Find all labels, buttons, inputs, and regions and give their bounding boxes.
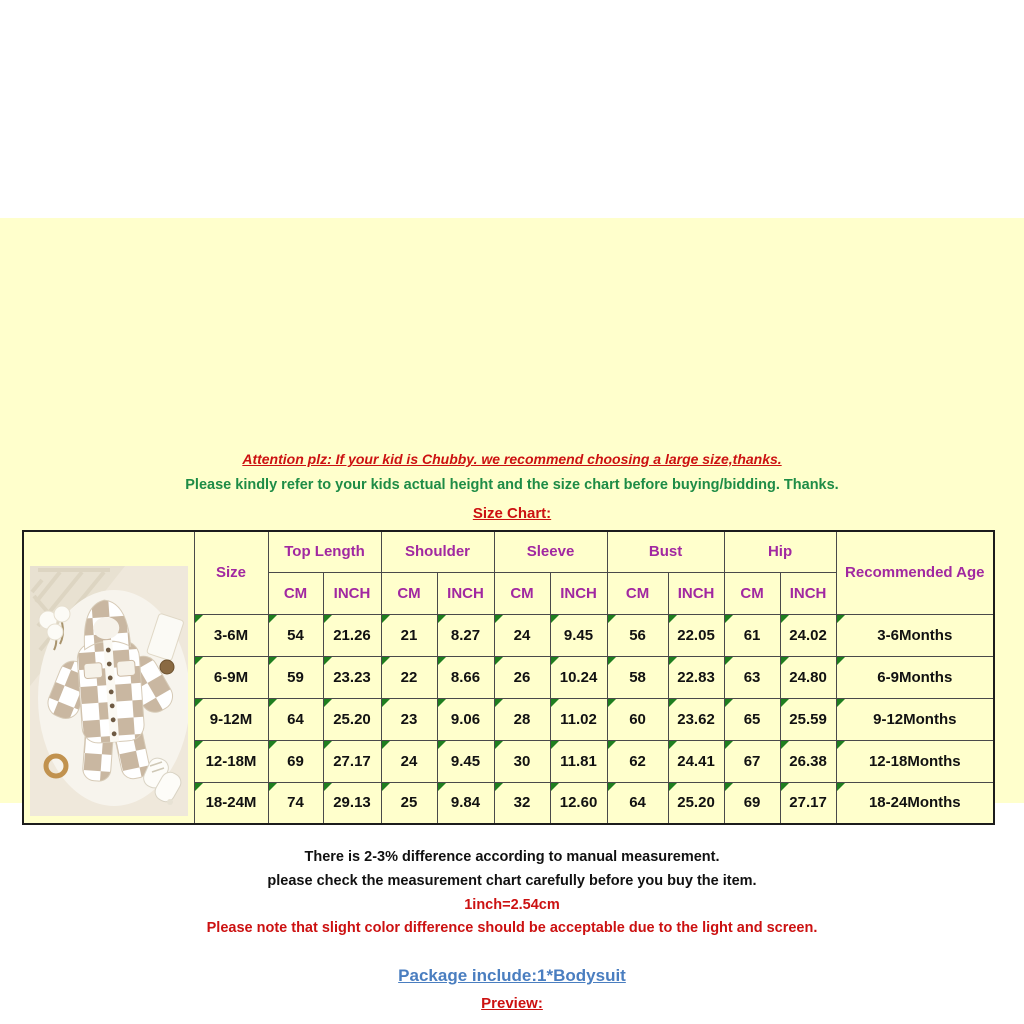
size-label: 12-18M <box>194 740 268 782</box>
column-header-sleeve: Sleeve <box>494 531 607 572</box>
bust-inch: 23.62 <box>668 698 724 740</box>
unit-header-inch: INCH <box>668 572 724 614</box>
wooden-button <box>160 660 174 674</box>
sleeve-inch: 12.60 <box>550 782 607 824</box>
top-length-inch: 23.23 <box>323 656 381 698</box>
size-label: 6-9M <box>194 656 268 698</box>
package-include-label: Package include:1*Bodysuit <box>398 966 626 985</box>
unit-header-cm: CM <box>607 572 668 614</box>
sleeve-inch: 11.81 <box>550 740 607 782</box>
bust-inch: 24.41 <box>668 740 724 782</box>
top-length-cm: 59 <box>268 656 323 698</box>
hip-cm: 65 <box>724 698 780 740</box>
unit-header-cm: CM <box>494 572 550 614</box>
preview-label: Preview: <box>481 995 543 1012</box>
bust-inch: 22.05 <box>668 614 724 656</box>
hip-cm: 61 <box>724 614 780 656</box>
chest-pocket-left <box>83 663 102 679</box>
size-label: 3-6M <box>194 614 268 656</box>
hip-cm: 69 <box>724 782 780 824</box>
measurement-note-2: please check the measurement chart carefully before you buy the item. <box>267 873 757 889</box>
top-length-cm: 74 <box>268 782 323 824</box>
product-photo <box>30 566 188 820</box>
top-length-inch: 21.26 <box>323 614 381 656</box>
column-header-hip: Hip <box>724 531 836 572</box>
shoulder-inch: 8.27 <box>437 614 494 656</box>
unit-header-inch: INCH <box>323 572 381 614</box>
size-label: 9-12M <box>194 698 268 740</box>
column-header-bust: Bust <box>607 531 724 572</box>
bust-cm: 60 <box>607 698 668 740</box>
sleeve-cm: 30 <box>494 740 550 782</box>
hip-inch: 26.38 <box>780 740 836 782</box>
recommended-age: 18-24Months <box>836 782 994 824</box>
shoulder-cm: 22 <box>381 656 437 698</box>
unit-header-cm: CM <box>724 572 780 614</box>
recommended-age: 6-9Months <box>836 656 994 698</box>
hip-cm: 67 <box>724 740 780 782</box>
sleeve-cm: 32 <box>494 782 550 824</box>
top-length-cm: 64 <box>268 698 323 740</box>
column-header-shoulder: Shoulder <box>381 531 494 572</box>
size-chart-table <box>22 530 995 825</box>
bust-cm: 56 <box>607 614 668 656</box>
top-length-inch: 25.20 <box>323 698 381 740</box>
recommended-age: 3-6Months <box>836 614 994 656</box>
hip-inch: 25.59 <box>780 698 836 740</box>
sleeve-cm: 26 <box>494 656 550 698</box>
sleeve-inch: 11.02 <box>550 698 607 740</box>
product-photo-cell <box>23 531 194 824</box>
attention-note: Attention plz: If your kid is Chubby. we recommend choosing a large size,thanks. <box>242 451 782 467</box>
column-header-top-length: Top Length <box>268 531 381 572</box>
unit-header-inch: INCH <box>780 572 836 614</box>
baby-bodysuit-photo-illustration <box>30 566 188 816</box>
height-reference-note: Please kindly refer to your kids actual height and the size chart before buying/bidding. Thanks. <box>185 477 839 493</box>
size-chart-title: Size Chart: <box>472 505 552 522</box>
size-label: 18-24M <box>194 782 268 824</box>
recommended-age: 12-18Months <box>836 740 994 782</box>
unit-header-inch: INCH <box>437 572 494 614</box>
color-difference-note: Please note that slight color difference should be acceptable due to the light and screen. <box>206 920 818 936</box>
shoulder-inch: 9.45 <box>437 740 494 782</box>
info-panel <box>0 218 1024 1012</box>
shoulder-inch: 9.06 <box>437 698 494 740</box>
bust-inch: 22.83 <box>668 656 724 698</box>
measurement-note-1: There is 2-3% difference according to manual measurement. <box>304 849 720 865</box>
shoulder-inch: 8.66 <box>437 656 494 698</box>
bust-cm: 64 <box>607 782 668 824</box>
shoulder-cm: 23 <box>381 698 437 740</box>
recommended-age: 9-12Months <box>836 698 994 740</box>
sleeve-cm: 24 <box>494 614 550 656</box>
column-header-recommended-age: Recommended Age <box>836 531 994 614</box>
bust-cm: 62 <box>607 740 668 782</box>
shoulder-cm: 21 <box>381 614 437 656</box>
shoulder-inch: 9.84 <box>437 782 494 824</box>
top-length-cm: 69 <box>268 740 323 782</box>
unit-header-cm: CM <box>381 572 437 614</box>
top-length-inch: 27.17 <box>323 740 381 782</box>
unit-header-cm: CM <box>268 572 323 614</box>
hip-inch: 27.17 <box>780 782 836 824</box>
chest-pocket-right <box>116 660 135 676</box>
top-length-inch: 29.13 <box>323 782 381 824</box>
hip-inch: 24.02 <box>780 614 836 656</box>
unit-header-inch: INCH <box>550 572 607 614</box>
inch-conversion-note: 1inch=2.54cm <box>464 897 560 913</box>
sleeve-inch: 9.45 <box>550 614 607 656</box>
sleeve-cm: 28 <box>494 698 550 740</box>
bust-cm: 58 <box>607 656 668 698</box>
shoulder-cm: 24 <box>381 740 437 782</box>
hip-inch: 24.80 <box>780 656 836 698</box>
hip-cm: 63 <box>724 656 780 698</box>
bust-inch: 25.20 <box>668 782 724 824</box>
column-header-size: Size <box>194 531 268 614</box>
top-length-cm: 54 <box>268 614 323 656</box>
shoulder-cm: 25 <box>381 782 437 824</box>
sleeve-inch: 10.24 <box>550 656 607 698</box>
